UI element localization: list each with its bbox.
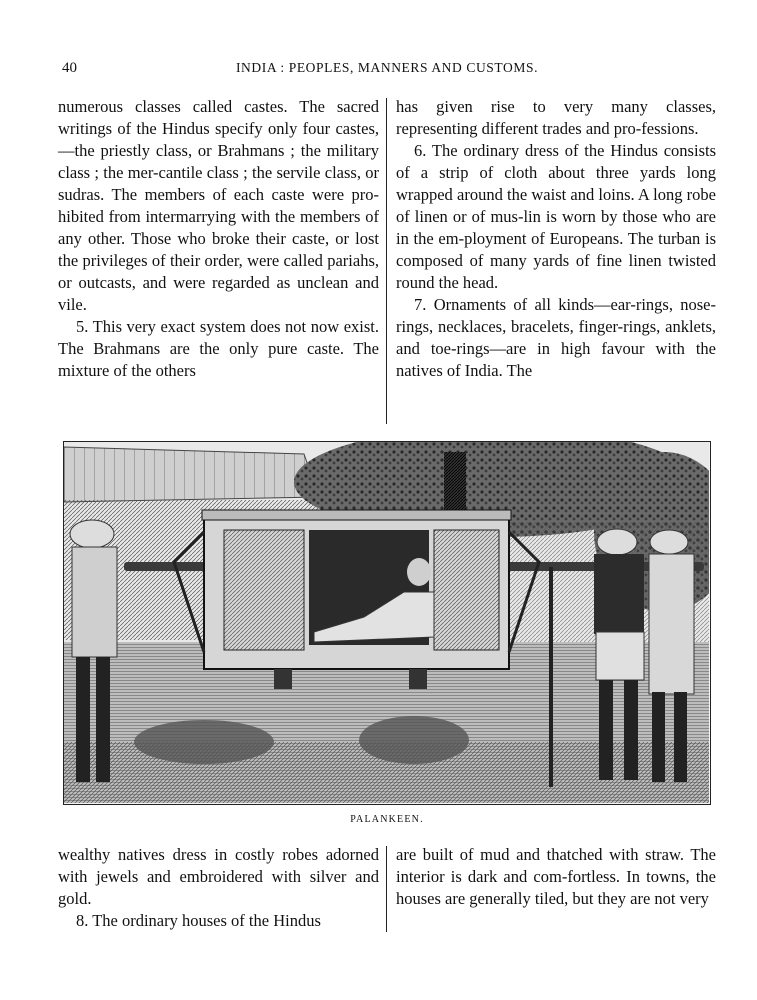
text-column-top-left <box>58 96 379 426</box>
page-header <box>62 60 712 82</box>
page-number: 40 <box>62 60 77 76</box>
text-column-top-right <box>396 96 716 426</box>
text-column-bottom-left <box>58 844 379 936</box>
paragraph-6: 6. The ordinary dress of the Hindus consists of a strip of cloth about three yards long wrapped around the waist and loins. A long robe of linen or of mus-lin is worn by those who are in the em-ployment of Europeans. The turban is composed of many yards of fine linen twisted round the head. <box>396 141 716 292</box>
text-column-bottom-right <box>396 844 716 936</box>
running-title: INDIA : PEOPLES, MANNERS AND CUSTOMS. <box>235 60 539 75</box>
paragraph-castes: numerous classes called castes. The sacred writings of the Hindus specify only four castes,—the priestly class, or Brahmans ; the military class ; the mer-cantile class ; the servile class, or sudras. The members of each caste were pro-hibited from intermarrying with the members of any other. Those who broke their caste, or lost the privileges of their order, were called pariahs, or outcasts, and were regarded as unclean and vile. <box>58 97 379 314</box>
column-divider <box>386 98 387 424</box>
paragraph-8: 8. The ordinary houses of the Hindus <box>76 911 321 930</box>
paragraph-7: 7. Ornaments of all kinds—ear-rings, nose-rings, necklaces, bracelets, finger-rings, anklets, and toe-rings—are in high favour with the natives of India. The <box>396 295 716 380</box>
paragraph-5: 5. This very exact system does not now exist. The Brahmans are the only pure caste. The mixture of the others <box>58 317 379 380</box>
figure-caption: PALANKEEN. <box>350 814 424 825</box>
paragraph-wealthy: wealthy natives dress in costly robes adorned with jewels and embroidered with silver and gold. <box>58 845 379 908</box>
palankeen-illustration <box>63 441 711 805</box>
paragraph-classes: has given rise to very many classes, representing different trades and pro-fessions. <box>396 97 716 138</box>
paragraph-houses: are built of mud and thatched with straw. The interior is dark and com-fortless. In towns, the houses are generally tiled, but they are not very <box>396 845 716 908</box>
column-divider-bottom <box>386 846 387 932</box>
